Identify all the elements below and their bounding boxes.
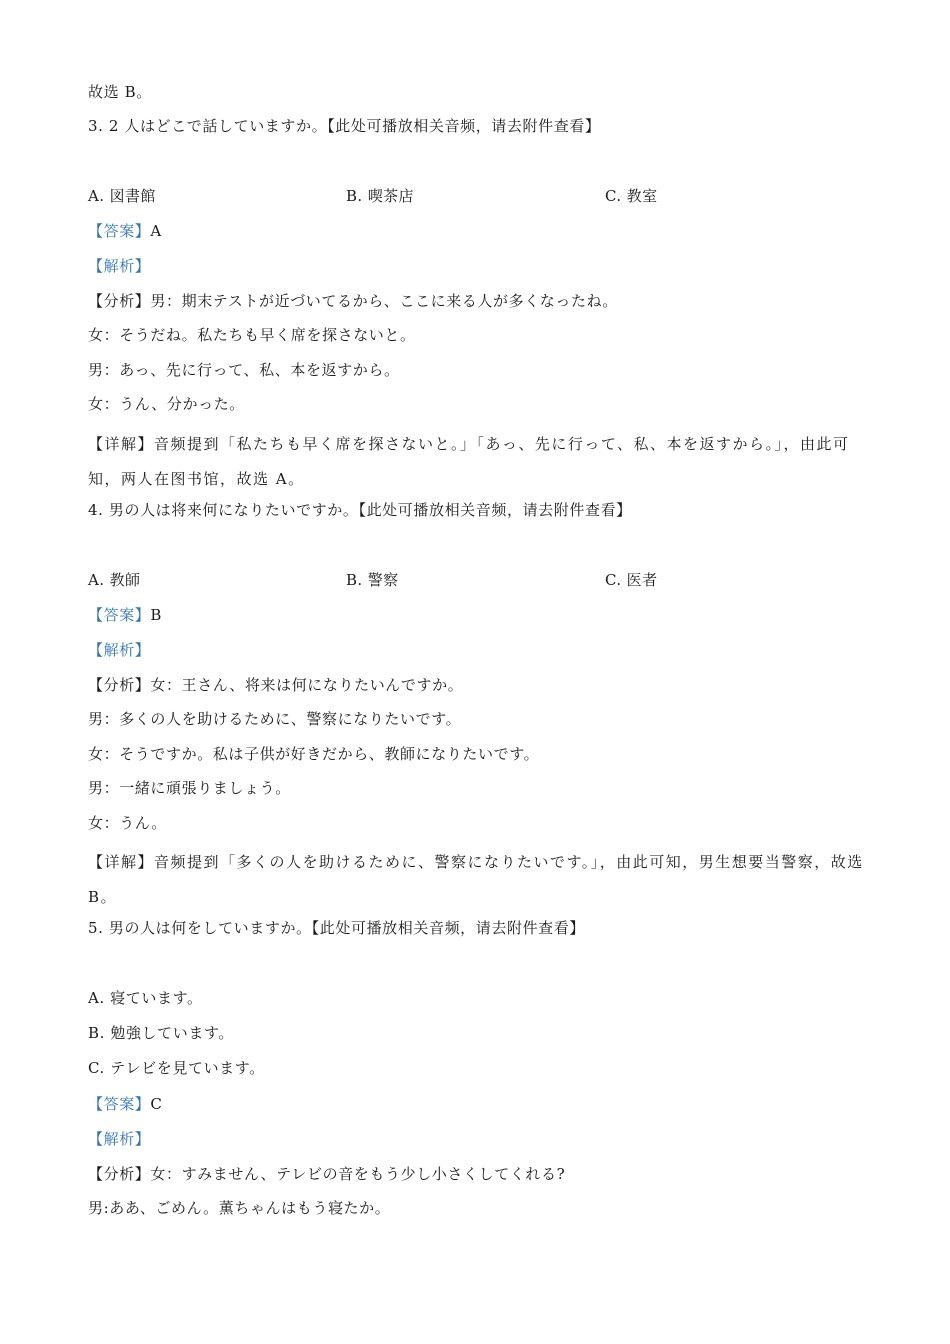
q4-dialogue-line: 男：一緒に頑張りましょう。 (88, 779, 291, 797)
q3-dialogue-line: 男：あっ、先に行って、私、本を返すから。 (88, 361, 400, 379)
q4-option-a: A. 教師 (88, 571, 141, 589)
q4-answer-line (88, 603, 870, 627)
answer-tag: 【答案】 (88, 222, 151, 240)
q5-answer-line (88, 1092, 870, 1116)
q4-option-c: C. 医者 (605, 571, 658, 589)
q3-dialogue-line: 女：うん、分かった。 (88, 395, 245, 413)
q3-answer-line (88, 219, 870, 243)
prev-conclusion: 故选 B。 (88, 83, 152, 101)
analysis-tag: 【解析】 (88, 641, 151, 659)
answer-tag: 【答案】 (88, 1095, 151, 1113)
q5-option-c: C. テレビを見ています。 (88, 1059, 265, 1077)
analysis-tag: 【解析】 (88, 257, 151, 275)
q5-fenxi: 【分析】女：すみません、テレビの音をもう少し小さくしてくれる? (88, 1165, 566, 1183)
q4-detail: 【详解】音频提到「多くの人を助けるために、警察になりたいです。」，由此可知，男生想要当警察，故选 B。 (88, 853, 864, 906)
answer-tag: 【答案】 (88, 606, 151, 624)
q5-analysis-tag (88, 1127, 870, 1151)
q4-dialogue-line: 女：そうですか。私は子供が好きだから、教師になりたいです。 (88, 745, 540, 763)
q4-option-b: B. 警察 (346, 571, 399, 589)
q3-question: 3. 2 人はどこで話していますか。【此处可播放相关音频，请去附件查看】 (88, 117, 601, 135)
q4-fenxi: 【分析】女：王さん、将来は何になりたいんですか。 (88, 676, 464, 694)
q5-dialogue-line: 男:ああ、ごめん。薫ちゃんはもう寝たか。 (88, 1199, 391, 1217)
q3-dialogue-line: 女：そうだね。私たちも早く席を探さないと。 (88, 326, 416, 344)
q5-option-a: A. 寝ています。 (88, 989, 203, 1007)
q4-analysis-tag (88, 638, 870, 662)
q5-question: 5. 男の人は何をしていますか。【此处可播放相关音频，请去附件查看】 (88, 919, 585, 937)
analysis-tag: 【解析】 (88, 1130, 151, 1148)
q3-fenxi: 【分析】男：期末テストが近づいてるから、ここに来る人が多くなったね。 (88, 292, 618, 310)
q3-option-b: B. 喫茶店 (346, 187, 414, 205)
q4-question: 4. 男の人は将来何になりたいですか。【此处可播放相关音频，请去附件查看】 (88, 501, 632, 519)
q3-option-a: A. 図書館 (88, 187, 156, 205)
q4-answer: B (150, 606, 163, 624)
q5-option-b: B. 勉強しています。 (88, 1024, 234, 1042)
q3-analysis-tag (88, 254, 870, 278)
q3-answer: A (150, 222, 162, 240)
q3-option-c: C. 教室 (605, 187, 658, 205)
q4-dialogue-line: 女：うん。 (88, 814, 167, 832)
q3-detail: 【详解】音频提到「私たちも早く席を探さないと。」「あっ、先に行って、私、本を返すから。」，由此可知，两人在图书馆，故选 A。 (88, 435, 850, 488)
q5-answer: C (150, 1095, 163, 1113)
q4-dialogue-line: 男：多くの人を助けるために、警察になりたいです。 (88, 710, 462, 728)
